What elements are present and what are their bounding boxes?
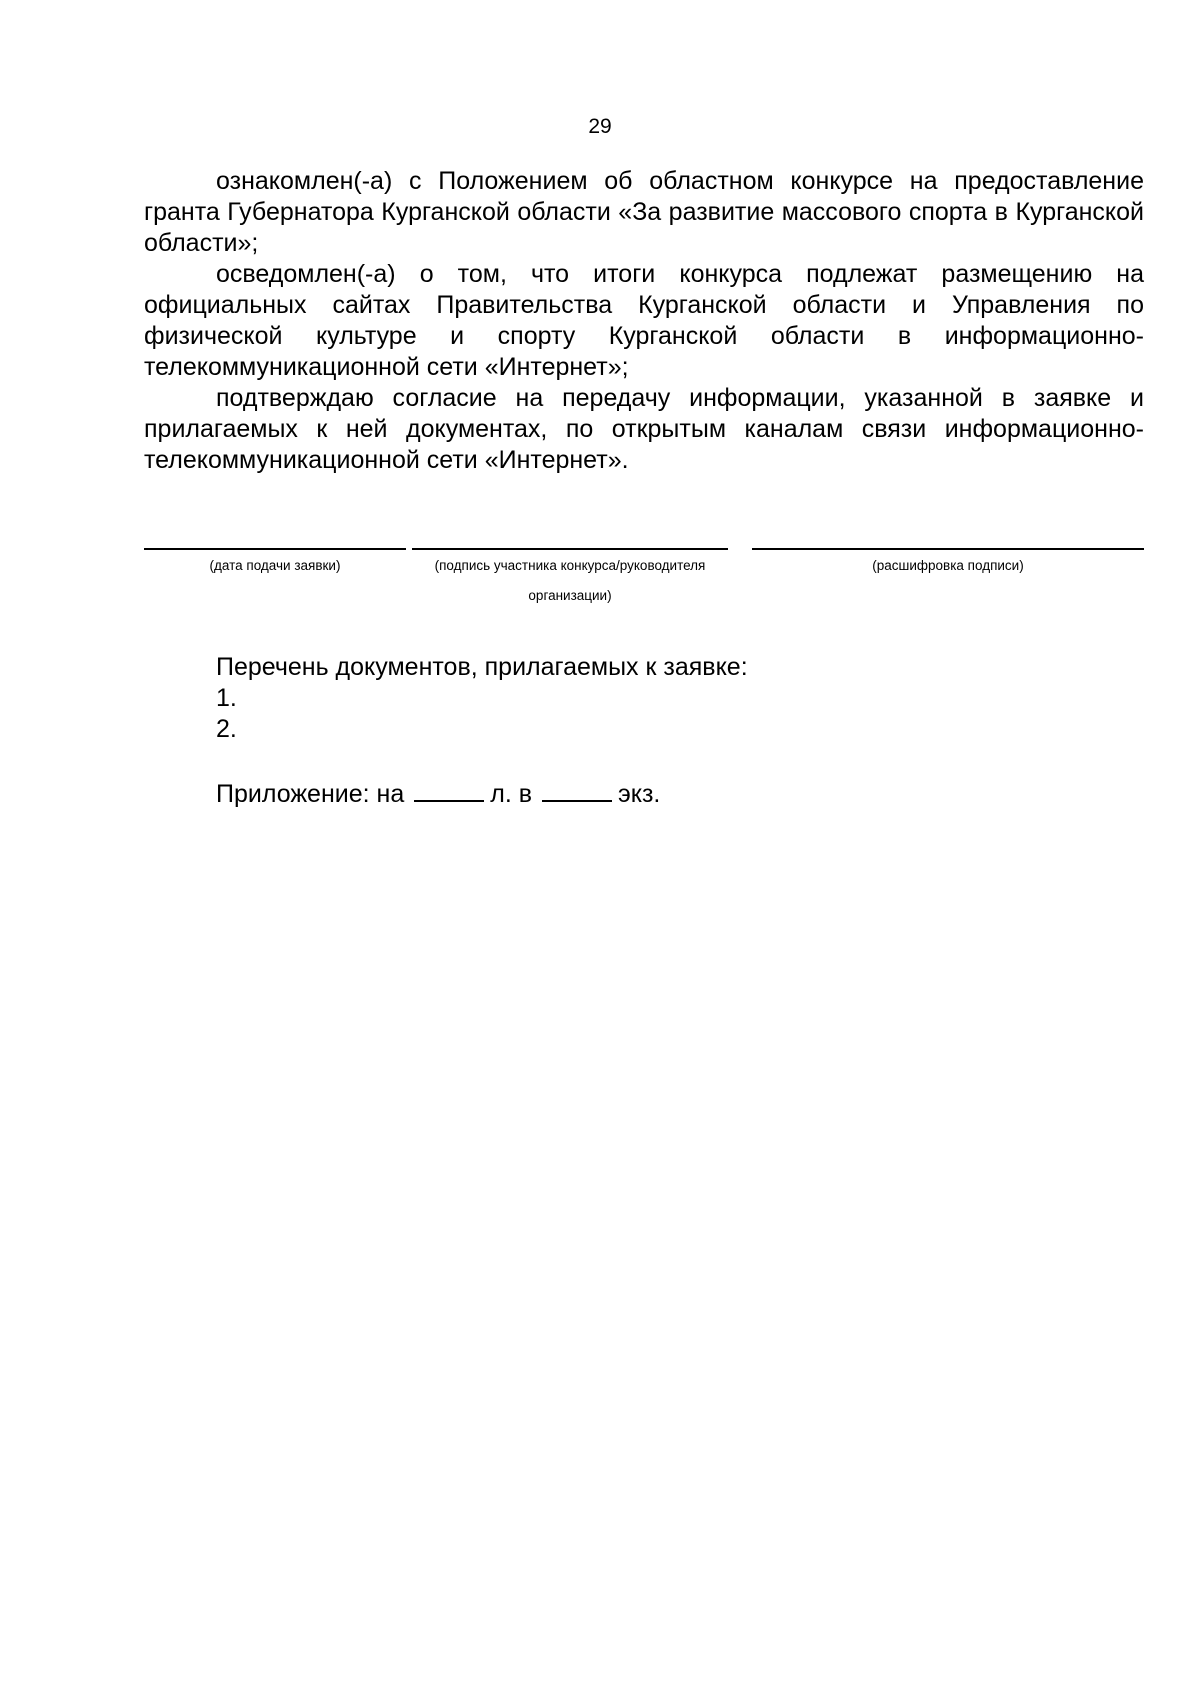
declaration-text	[144, 166, 1144, 476]
copies-blank	[542, 776, 612, 802]
decryption-field	[752, 548, 1144, 574]
documents-list	[216, 652, 1116, 745]
paragraph-acquainted: ознакомлен(-а) с Положением об областном конкурсе на предоставление гранта Губернатора Курганской области «За развитие массового спорта в Курганской области»;	[144, 167, 1144, 257]
signature-field	[412, 548, 728, 604]
date-field	[144, 548, 406, 574]
appendix-prefix: Приложение: на	[216, 780, 405, 808]
signature-block	[144, 548, 1144, 618]
date-line	[144, 548, 406, 550]
decryption-line	[752, 548, 1144, 550]
decryption-caption: (расшифровка подписи)	[872, 558, 1024, 573]
paragraph-informed: осведомлен(-а) о том, что итоги конкурса подлежат размещению на официальных сайтах Правительства Курганской области и Управления по физической культуре и спорту Курганской области в информационно-телекоммуникационной сети «Интернет»;	[144, 260, 1144, 381]
pages-unit: л. в	[490, 780, 532, 808]
signature-line	[412, 548, 728, 550]
page-number: 29	[588, 115, 612, 138]
list-item: 1.	[216, 684, 237, 712]
list-item: 2.	[216, 715, 237, 743]
appendix-line	[216, 776, 660, 810]
documents-heading: Перечень документов, прилагаемых к заявке:	[216, 653, 748, 681]
date-caption: (дата подачи заявки)	[209, 558, 341, 573]
copies-unit: экз.	[618, 780, 661, 808]
signature-caption-line2: организации)	[528, 588, 612, 603]
paragraph-consent: подтверждаю согласие на передачу информации, указанной в заявке и прилагаемых к ней документах, по открытым каналам связи информационно-телекоммуникационной сети «Интернет».	[144, 384, 1144, 474]
pages-blank	[414, 776, 484, 802]
signature-caption-line1: (подпись участника конкурса/руководителя	[434, 558, 706, 573]
